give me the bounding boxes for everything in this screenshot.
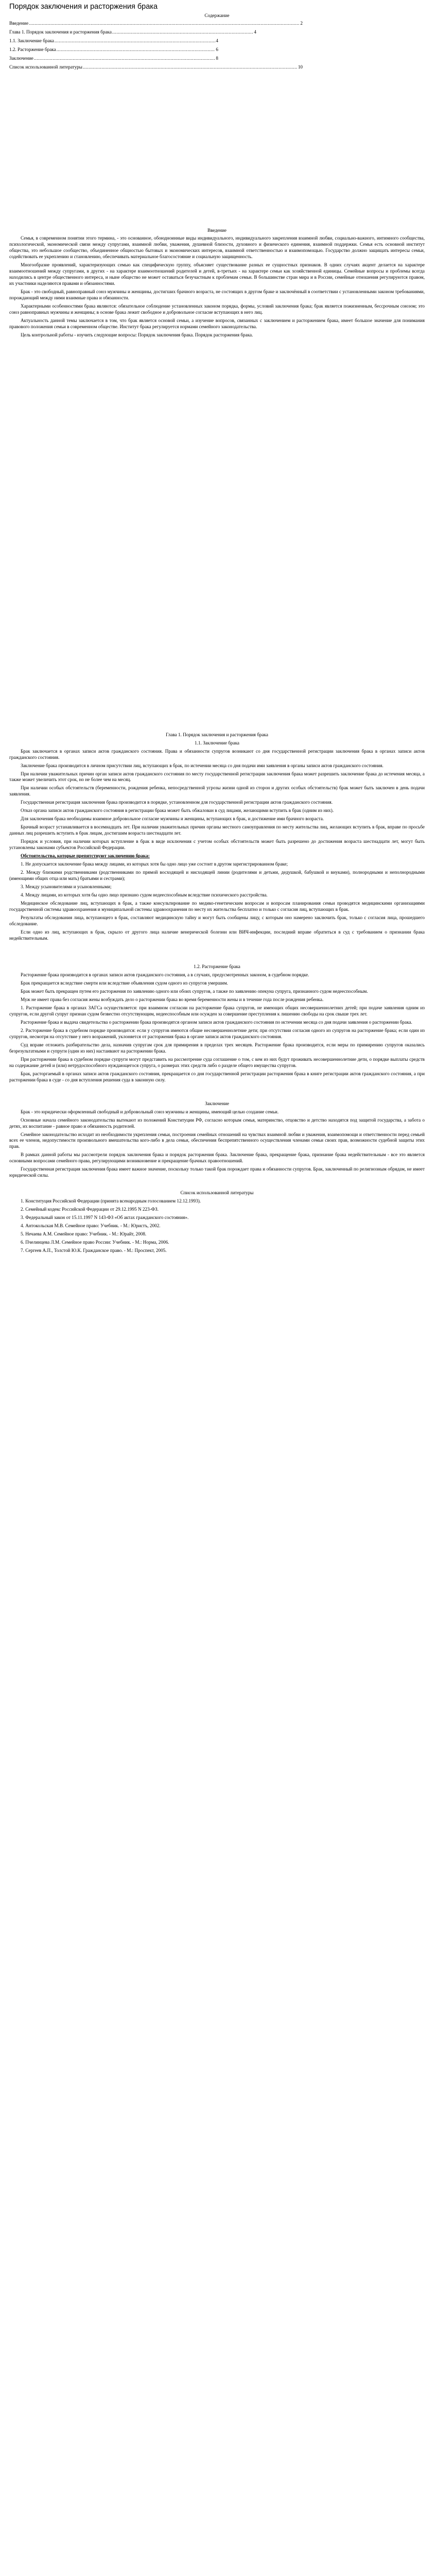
toc-entry [9, 29, 256, 36]
subsection-heading: 1.2. Расторжение брака [194, 964, 240, 970]
conclusion-section [9, 1101, 425, 1179]
body-paragraph: Брачный возраст устанавливается в восемнадцать лет. При наличии уважительных причин органы местного самоуправления по месту жительства лиц, желающих вступить в брак, вправе по просьбе данных лиц разрешить вступить в брак лицам, достигшим возраста шестнадцати лет. [9, 824, 425, 836]
body-paragraph: Основные начала семейного законодательства вытекают из положений Конституции РФ, согласно которым семья, материнство, отцовство и детство находятся под защитой государства, а забота о детях, их воспитание - равное право и обязанность родителей. [9, 1117, 425, 1129]
body-paragraph: При наличии особых обстоятельств (беременности, рождения ребенка, непосредственной угрозы жизни одной из сторон и других особых обстоятельств) брак может быть заключен в день подачи заявления. [9, 785, 425, 797]
paragraph-gap [9, 943, 425, 964]
body-paragraph: Семья, в современном понятии этого термина, - это основанное, обоюдноинные виды индивидуального, индивидуального закрепления взаимной любви, социально-важного, интимного сообщества, психологической, экономической связи между супругами, взаимной любви, уважения, душевной близости, духовного и физического единения, взаимной поддержки. Семья есть основной институт общества, это небольшое сообщество, объединенное общностью бытовых и экономических интересов, взаимной ответственностью и взаимопомощью. Государство должно защищать интересы семьи, содействовать ее укреплению и становлению, обеспечивать материальное благосостояние и социальную защищенность. [9, 235, 425, 260]
toc-leader-dots [29, 21, 300, 27]
subsection-body [9, 972, 425, 1083]
body-paragraph: Расторжение брака производится в органах записи актов гражданского состояния, а в случаях, предусмотренных законом, в судебном порядке. [21, 972, 309, 978]
page-break-spacer [9, 1086, 425, 1101]
body-paragraph: Для заключения брака необходимы взаимное добровольное согласие мужчины и женщины, вступающих в брак, и достижение ими брачного возраста. [21, 816, 324, 822]
body-paragraph: Порядок и условия, при наличии которых вступление в брак в виде исключения с учетом особых обстоятельств может быть разрешено до достижения возраста шестнадцати лет, могут быть установлены законами субъектов Российской Федерации. [9, 839, 425, 851]
body-paragraph: Брак - это юридически оформленный свободный и добровольный союз мужчины и женщины, имеющий целью создание семьи. [21, 1109, 279, 1114]
subsection-body [9, 749, 425, 942]
toc-entry-page: 4 [216, 38, 218, 43]
reference-item: 1. Конституция Российской Федерации (принята всенародным голосованием 12.12.1993). [21, 1198, 201, 1204]
page-break-spacer [9, 73, 425, 228]
body-paragraph: Брак - это свободный, равноправный союз мужчины и женщины, достигших брачного возраста, не состоящих в другом браке и заключённый в соответствии с установленными законом требованиями, порождающий между ними взаимные права и обязанности. [9, 289, 425, 301]
toc-entry [9, 47, 218, 53]
body-paragraph: 2. Между близкими родственниками (родственниками по прямой восходящей и нисходящей линии (родителями и детьми, дедушкой, бабушкой и внуками), полнородными и неполнородными (имеющими общих отца или мать) братьями и сестрами); [9, 869, 425, 881]
toc-entry-label: Введение [9, 20, 29, 26]
toc-entry-page: 6 [216, 46, 218, 52]
body-paragraph: При наличии уважительных причин орган записи актов гражданского состояния по месту государственной регистрации заключения брака может разрешить заключение брака до истечения месяца, а также может увеличить этот срок, но не более чем на месяц. [9, 771, 425, 783]
conclusion-body [9, 1109, 425, 1179]
toc-leader-dots [83, 64, 298, 71]
reference-item: 4. Антокольская М.В. Семейное право: Учебник. - М.: Юристъ, 2002. [21, 1223, 161, 1228]
document-title: Порядок заключения и расторжения брака [9, 3, 158, 11]
toc-leader-dots [57, 47, 216, 53]
body-paragraph: Отказ органа записи актов гражданского состояния в регистрации брака может быть обжалован в суд лицами, желающими вступить в брак (одним из них). [21, 808, 334, 814]
toc-leader-dots [112, 29, 253, 36]
body-paragraph: В рамках данной работы мы рассмотрели порядок заключения брака и порядок расторжения брака. Заключение брака, прекращение брака, признание брака недействительным - все это является основными вопросами семейного права, регулирующими возникновение и прекращение брачных правоотношений. [9, 1152, 425, 1164]
body-paragraph: Цель контрольной работы - изучить следующие вопросы: Порядок заключения брака. Порядок расторжения брака. [21, 332, 253, 337]
toc-entry-page: 4 [254, 29, 256, 35]
body-paragraph: 2. Расторжение брака в судебном порядке производится: если у супругов имеются общие несовершеннолетние дети; при отсутствии согласия одного из супругов на расторжение брака; если один из супругов, несмотря на отсутствие у него возражений, уклоняется от расторжения брака в органе записи актов гражданского состояния. [9, 1028, 425, 1040]
body-paragraph: Если одно из лиц, вступающих в брак, скрыло от другого лица наличие венерической болезни или ВИЧ-инфекции, последний вправе обратиться в суд с требованием о признании брака недействительным. [9, 929, 425, 941]
body-paragraph: Многообразие проявлений, характеризующих семью как специфическую группу, объясняет существование разных ее сущностных признаков. В одних случаях акцент делается на характере взаимоотношений между супругами, в других - на характере взаимоотношений родителей и детей, в-третьих - на характере семьи как хозяйственной единицы. Семейные вопросы и проблемы всегда находились в центре общественного интереса, и ныне общество не может оставаться безучастным к проблемам семьи. В большинстве стран мира и в России, семейные отношения регулируются правом, их участники наделяются правами и обязанностями. [9, 262, 425, 286]
section-heading: Заключение [205, 1100, 229, 1106]
toc-entry-label: Список использованной литературы [9, 64, 82, 70]
body-paragraph: Брак прекращается вследствие смерти или вследствие объявления судом одного из супругов умершим. [21, 980, 228, 986]
section-heading: Список использованной литературы [180, 1190, 254, 1196]
toc-entry-label: 1.1. Заключение брака [9, 38, 54, 43]
body-paragraph: Государственная регистрация заключения брака производится в порядке, установленном для государственной регистрации актов гражданского состояния. [21, 800, 333, 805]
body-paragraph: Расторжение брака и выдача свидетельства о расторжении брака производятся органом записи актов гражданского состояния по истечении месяца со дня подачи заявления о расторжении брака. [21, 1020, 412, 1025]
body-paragraph: 3. Между усыновителями и усыновленными; [21, 884, 112, 889]
reference-item: 6. Пчелинцева Л.М. Семейное право России: Учебник. - М.: Норма, 2006. [21, 1239, 169, 1245]
body-paragraph: Брак, расторгаемый в органах записи актов гражданского состояния, прекращается со дня государственной регистрации расторжения брака в книге регистрации актов гражданского состояния, а при расторжении брака в суде - со дня вступления решения суда в законную силу. [9, 1071, 425, 1082]
toc-entry-label: Глава 1. Порядок заключения и расторжения брака [9, 29, 112, 35]
toc-leader-dots [34, 56, 216, 62]
body-paragraph: 4. Между лицами, из которых хотя бы одно лицо признано судом недееспособным вследствие психического расстройства. [21, 892, 268, 897]
toc-entry-label: 1.2. Расторжение брака [9, 46, 56, 52]
introduction-body [9, 235, 425, 338]
body-paragraph: Суд вправе отложить разбирательство дела, назначив супругам срок для примирения в пределах трех месяцев. Расторжение брака производится, если меры по примирению супругов оказались безрезультатными и супруги (один из них) настаивают на расторжении брака. [9, 1042, 425, 1054]
body-paragraph: При расторжении брака в судебном порядке супруги могут представить на рассмотрение суда соглашение о том, с кем из них будут проживать несовершеннолетние дети, о порядке выплаты средств на содержание детей и (или) нетрудоспособного нуждающегося супруга, о размерах этих средств либо о разделе общего имущества супругов. [9, 1056, 425, 1068]
body-paragraph: Актуальность данной темы заключается в том, что брак является основой семьи, а изучение вопросов, связанных с заключением и расторжением брака, имеет большое значение для понимания правового положения семьи в современном обществе. Институт брака регулируется нормами семейного законодательства. [9, 317, 425, 329]
body-paragraph: Брак может быть прекращен путем его расторжения по заявлению одного или обоих супругов, а также по заявлению опекуна супруга, признанного судом недееспособным. [21, 989, 368, 994]
toc-entry [9, 21, 303, 27]
toc-entry [9, 64, 303, 71]
body-paragraph: Государственная регистрация заключения брака имеет важное значение, поскольку только такой брак порождает права и обязанности супругов. Брак, заключенный по религиозным обрядам, не имеет юридической силы. [9, 1166, 425, 1178]
table-of-contents [9, 21, 425, 71]
reference-item: 2. Семейный кодекс Российской Федерации от 29.12.1995 N 223-ФЗ. [21, 1207, 159, 1212]
reference-item: 3. Федеральный закон от 15.11.1997 N 143-ФЗ «Об актах гражданского состояния». [21, 1215, 189, 1221]
body-paragraph: 1. Расторжение брака в органах ЗАГСа осуществляется: при взаимном согласии на расторжение брака супругов, не имеющих общих несовершеннолетних детей; при подаче заявления одним из супругов, если другой супруг признан судом безвестно отсутствующим, недееспособным или осужден за совершение преступления к лишению свободы на срок свыше трех лет. [9, 1005, 425, 1017]
section-heading: Введение [207, 227, 227, 233]
body-paragraph: Медицинское обследование лиц, вступающих в брак, а также консультирование по медико-генетическим вопросам и вопросам планирования семьи проводятся медицинскими организациями государственной системы здравоохранения и муниципальной системы здравоохранения по месту их жительства бесплатно и только с согласия лиц, вступающих в брак. [9, 900, 425, 912]
references-list [9, 1198, 425, 1254]
body-paragraph: Результаты обследования лица, вступающего в брак, составляют медицинскую тайну и могут быть сообщены лицу, с которым оно намерено заключить брак, только с согласия лица, прошедшего обследование. [9, 914, 425, 926]
body-paragraph: 1. Не допускается заключение брака между лицами, из которых хотя бы одно лицо уже состоит в другом зарегистрированном браке; [21, 861, 288, 867]
body-paragraph: Муж не имеет права без согласия жены возбуждать дело о расторжении брака во время беременности жены и в течение года после рождения ребенка. [21, 997, 324, 1003]
introduction-section [9, 228, 425, 338]
chapter-1-section [9, 732, 425, 1083]
toc-entry-page: 8 [216, 55, 218, 61]
reference-item: 5. Нечаева А.М. Семейное право: Учебник. - М.: Юрайт, 2008. [21, 1231, 147, 1236]
reference-item: 7. Сергеев А.П., Толстой Ю.К. Гражданское право. - М.: Проспект, 2005. [21, 1247, 167, 1253]
body-paragraph: Брак заключается в органах записи актов гражданского состояния. Права и обязанности супругов возникают со дня государственной регистрации заключения брака в органах записи актов гражданского состояния. [9, 748, 425, 760]
body-paragraph: Заключение брака производится в личном присутствии лиц, вступающих в брак, по истечении месяца со дня подачи ими заявления в органы записи актов гражданского состояния. [21, 762, 383, 768]
toc-entry [9, 56, 218, 62]
body-paragraph: Семейное законодательство исходит из необходимости укрепления семьи, построения семейных отношений на чувствах взаимной любви и уважения, взаимопомощи и ответственности перед семьей всех ее членов, недопустимости произвольного вмешательства кого-либо в дела семьи, обеспечения беспрепятственного осуществления членами семьи своих прав, возможности судебной защиты этих прав. [9, 1131, 425, 1149]
chapter-heading: Глава 1. Порядок заключения и расторжения брака [166, 732, 268, 737]
toc-entry-page: 2 [300, 20, 303, 26]
toc-entry-page: 10 [298, 64, 303, 70]
body-paragraph: Обстоятельства, которые препятствуют заключению брака: [21, 853, 150, 859]
paragraph-gap [9, 1181, 425, 1190]
toc-heading: Содержание [204, 12, 230, 18]
body-paragraph: Характерными особенностями брака являются: обязательное соблюдение установленных законом порядка, формы, условий заключения брака; брак является пожизненным, бессрочным союзом; это союз равноправных мужчины и женщины; в основе брака лежит свободное и добровольное согласие вступающих в него лиц. [9, 303, 425, 315]
toc-entry [9, 38, 218, 44]
references-section [9, 1190, 425, 1254]
subsection-heading: 1.1. Заключение брака [195, 740, 239, 745]
page-break-spacer [9, 341, 425, 732]
toc-entry-label: Заключение [9, 55, 33, 61]
toc-leader-dots [55, 38, 215, 44]
